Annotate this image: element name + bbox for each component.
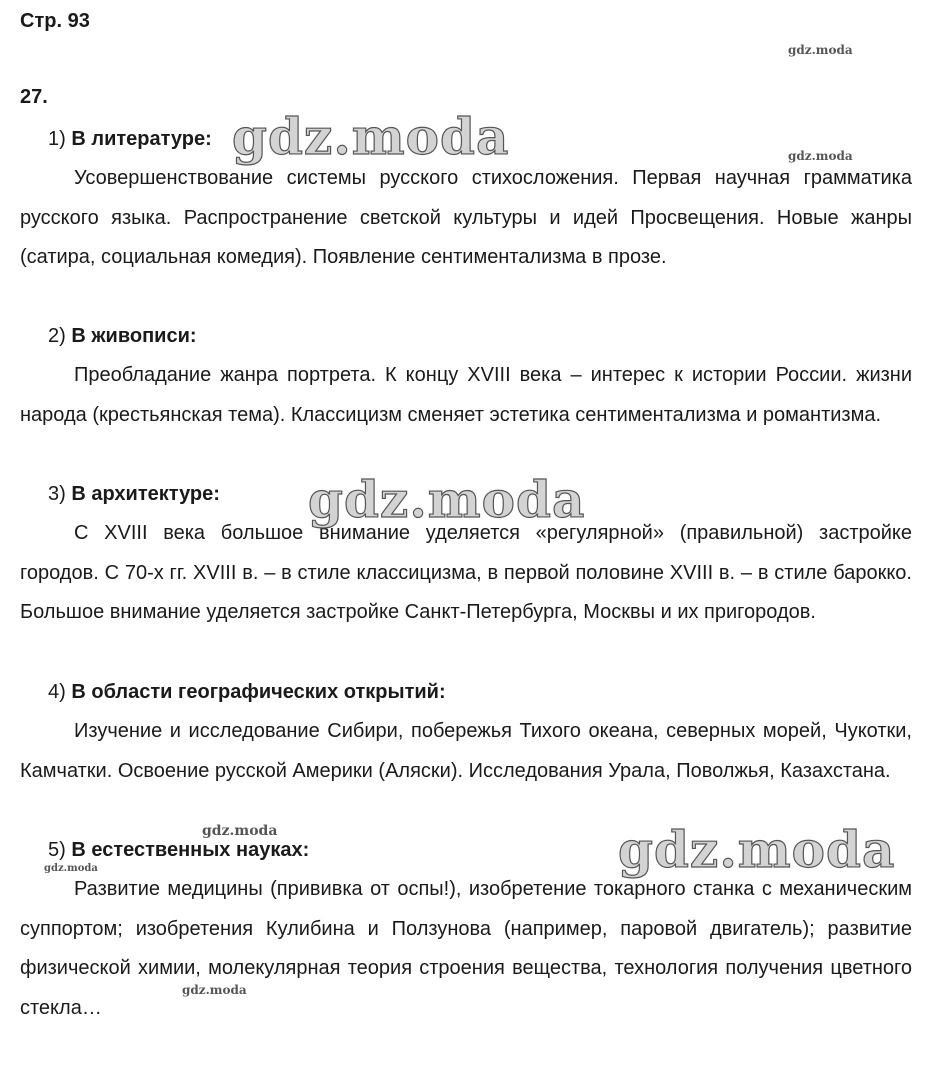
section-text-literature: Усовершенствование системы русского стихосложения. Первая научная грамматика русского языка. Распространение светской культуры и идей Просвещения. Новые жанры (сатира, социальная комедия). Появление сентиментализма в прозе. [20,167,912,268]
page-label: Стр. 93 [20,10,90,32]
section-title: В литературе: [71,128,212,150]
section-number: 4) [48,681,66,703]
watermark-small: gdz.moda [202,823,278,839]
task-number: 27. [20,86,48,108]
section-number: 1) [48,128,66,150]
section-text-painting: Преобладание жанра портрета. К концу XVIII века – интерес к истории России. жизни народа (крестьянская тема). Классицизм сменяет эстетика сентиментализма и романтизма. [20,364,912,426]
section-title: В живописи: [71,325,197,347]
section-number: 2) [48,325,66,347]
section-text-architecture: С XVIII века большое внимание уделяется «регулярной» (правильной) застройке городов. С 70-х гг. XVIII в. – в стиле классицизма, в первой половине XVIII в. – в стиле барокко. Большое внимание уделяется застройке Санкт-Петербурга, Москвы и их пригородов. [20,522,912,623]
watermark-logo: gdz.moda [618,820,896,879]
watermark-logo: gdz.moda [308,470,586,529]
watermark-small: gdz.moda [788,43,853,57]
section-text-sciences: Развитие медицины (прививка от оспы!), изобретение токарного станка с механическим суппортом; изобретения Кулибина и Ползунова (например, паровой двигатель); развитие физической химии, молекулярная теория строения вещества, технология получения цветного стекла… [20,878,912,1019]
section-number: 5) [48,839,66,861]
section-heading-painting [48,322,197,350]
section-number: 3) [48,483,66,505]
watermark-small: gdz.moda [788,149,853,163]
section-title: В естественных науках: [71,839,310,861]
section-heading-sciences [48,836,309,864]
section-title: В архитектуре: [71,483,220,505]
section-heading-geography [48,678,446,706]
section-title: В области географических открытий: [71,681,446,703]
watermark-small: gdz.moda [182,983,247,997]
section-heading-architecture [48,480,220,508]
section-heading-literature [48,125,212,153]
watermark-small: gdz.moda [44,863,98,874]
watermark-logo: gdz.moda [232,107,510,166]
section-text-geography: Изучение и исследование Сибири, побережья Тихого океана, северных морей, Чукотки, Камчатки. Освоение русской Америки (Аляски). Исследования Урала, Поволжья, Казахстана. [20,720,912,782]
